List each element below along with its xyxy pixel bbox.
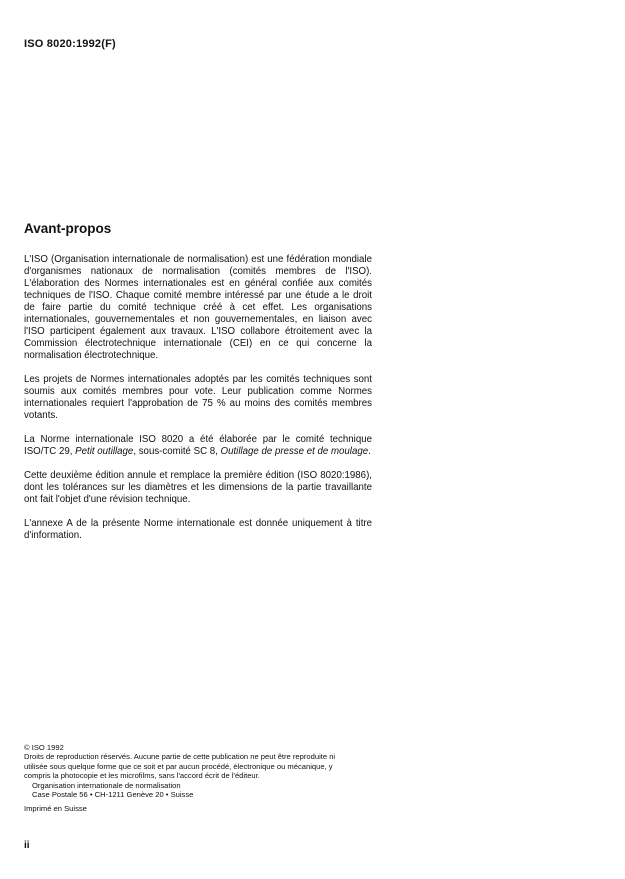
foreword-paragraph-1: L'ISO (Organisation internationale de normalisation) est une fédération mondiale d'organismes nationaux de normalisation (comités membres de l'ISO). L'élaboration des Normes internationales est en général confiée aux comités techniques de l'ISO. Chaque comité membre intéressé par une étude a le droit de faire partie du comité technique créé à cet effet. Les organisations internationales, gouvernementales et non gouvernementales, en liaison avec l'ISO participent également aux travaux. L'ISO collabore étroitement avec la Commission électrotechnique internationale (CEI) en ce qui concerne la normalisation électrotechnique. bbox=[24, 254, 372, 361]
paragraph-3-text-e: . bbox=[368, 446, 371, 457]
foreword-paragraph-4: Cette deuxième édition annule et remplace la première édition (ISO 8020:1986), dont les tolérances sur les diamètres et les dimensions de la partie travaillante ont fait l'objet d'une révision technique. bbox=[24, 470, 372, 505]
copyright-block bbox=[24, 743, 354, 814]
foreword-paragraph-5: L'annexe A de la présente Norme internationale est donnée uniquement à titre d'information. bbox=[24, 518, 372, 541]
foreword-paragraph-3 bbox=[24, 434, 372, 458]
page-number: ii bbox=[24, 840, 30, 851]
committee-title: Petit outillage bbox=[75, 446, 134, 457]
subcommittee-title: Outillage de presse et de moulage bbox=[220, 446, 369, 457]
organisation-address: Case Postale 56 • CH-1211 Genève 20 • Suisse bbox=[32, 790, 194, 800]
foreword-paragraph-2: Les projets de Normes internationales adoptés par les comités techniques sont soumis aux comités membres pour vote. Leur publication comme Normes internationales requiert l'approbation de 75 % au moins des comités membres votants. bbox=[24, 374, 372, 421]
printed-in: Imprimé en Suisse bbox=[24, 804, 87, 814]
paragraph-3-text-a: La Norme internationale ISO 8020 a été élaborée par le comité technique ISO/TC 29, bbox=[24, 434, 372, 457]
paragraph-3-text-c: , sous-comité SC 8, bbox=[133, 446, 221, 457]
document-id-header: ISO 8020:1992(F) bbox=[24, 38, 116, 50]
rights-notice: Droits de reproduction réservés. Aucune partie de cette publication ne peut être reproduite ni utilisée sous quelque forme que ce soit et par aucun procédé, électronique ou mécanique, y compris la photocopie et les microfilms, sans l'accord écrit de l'éditeur. bbox=[24, 752, 336, 781]
foreword-title: Avant-propos bbox=[24, 221, 112, 236]
organisation-name: Organisation internationale de normalisation bbox=[32, 780, 181, 790]
copyright-line: © ISO 1992 bbox=[24, 743, 64, 752]
foreword-body bbox=[24, 254, 372, 554]
